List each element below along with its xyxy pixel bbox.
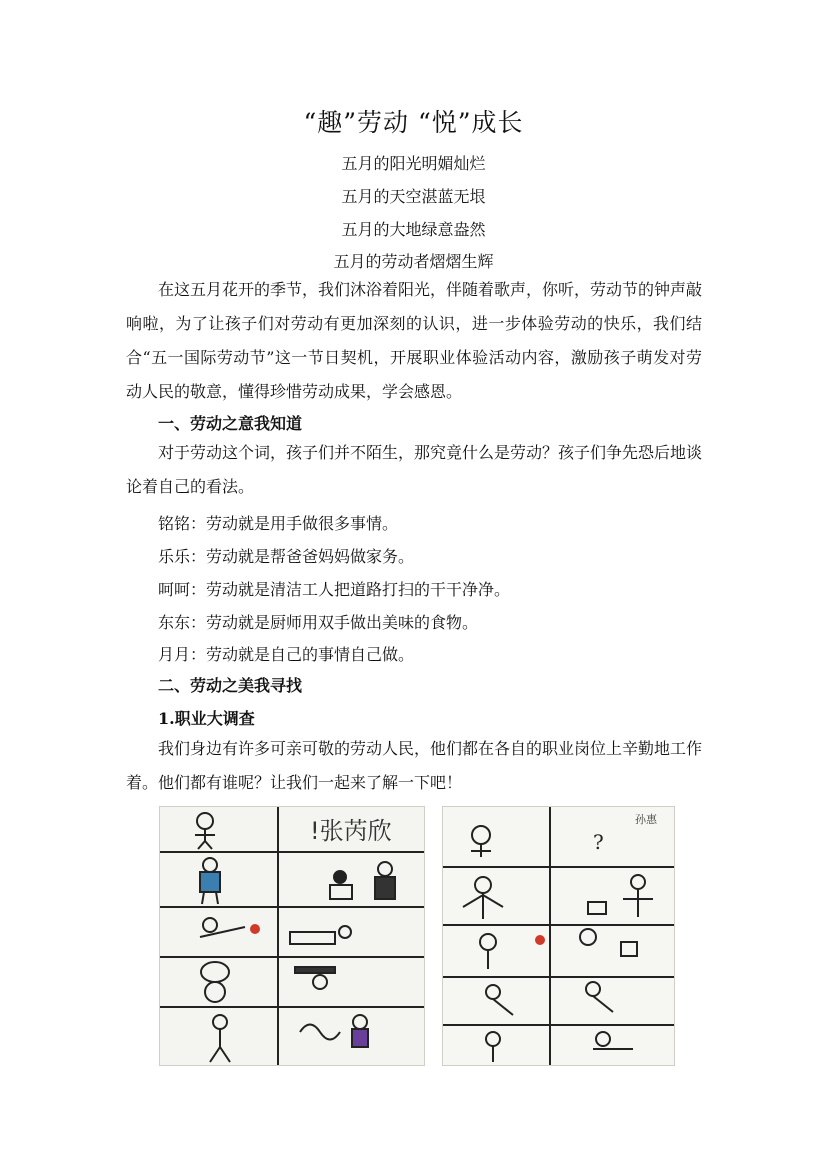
section2-heading: 二、劳动之美我寻找 — [158, 676, 303, 695]
quote-1: 铭铭：劳动就是用手做很多事情。 — [158, 514, 399, 533]
poem-line-4: 五月的劳动者熠熠生辉 — [333, 252, 494, 271]
quote-4: 东东：劳动就是厨师用双手做出美味的食物。 — [158, 613, 479, 632]
left-drawing-name: !张芮欣 — [310, 817, 392, 845]
quote-3: 呵呵：劳动就是清洁工人把道路打扫的干干净净。 — [158, 580, 511, 599]
section1-paragraph: 对于劳动这个词，孩子们并不陌生，那究竟什么是劳动？孩子们争先恐后地谈论着自己的看法。 — [126, 443, 703, 496]
quote-5: 月月：劳动就是自己的事情自己做。 — [158, 645, 415, 664]
child-drawing-photo-left — [159, 806, 425, 1066]
poem-line-3: 五月的大地绿意盎然 — [341, 220, 486, 239]
intro-paragraph: 在这五月花开的季节，我们沐浴着阳光，伴随着歌声，你听，劳动节的钟声敲响啦，为了让孩子们对劳动有更加深刻的认识，进一步体验劳动的快乐，我们结合“五一国际劳动节”这一节日契机，开展职业体验活动内容，激励孩子萌发对劳动人民的敬意，懂得珍惜劳动成果，学会感恩。 — [126, 280, 703, 401]
child-drawing-photo-right — [442, 806, 675, 1066]
section2-subheading: 1.职业大调查 — [158, 709, 255, 728]
page-title: “趣”劳动 “悦”成长 — [303, 108, 524, 137]
child-drawing-right — [443, 807, 674, 1065]
right-drawing-name: 孙惠 — [635, 813, 657, 826]
child-drawing-left — [160, 807, 424, 1065]
quote-2: 乐乐：劳动就是帮爸爸妈妈做家务。 — [158, 547, 415, 566]
section1-heading: 一、劳动之意我知道 — [158, 414, 303, 433]
poem-line-2: 五月的天空湛蓝无垠 — [341, 187, 486, 206]
section2-paragraph: 我们身边有许多可亲可敬的劳动人民，他们都在各自的职业岗位上辛勤地工作着。他们都有谁呢？让我们一起来了解一下吧！ — [126, 739, 703, 792]
svg-text:?: ? — [593, 830, 604, 854]
poem-line-1: 五月的阳光明媚灿烂 — [341, 154, 486, 173]
